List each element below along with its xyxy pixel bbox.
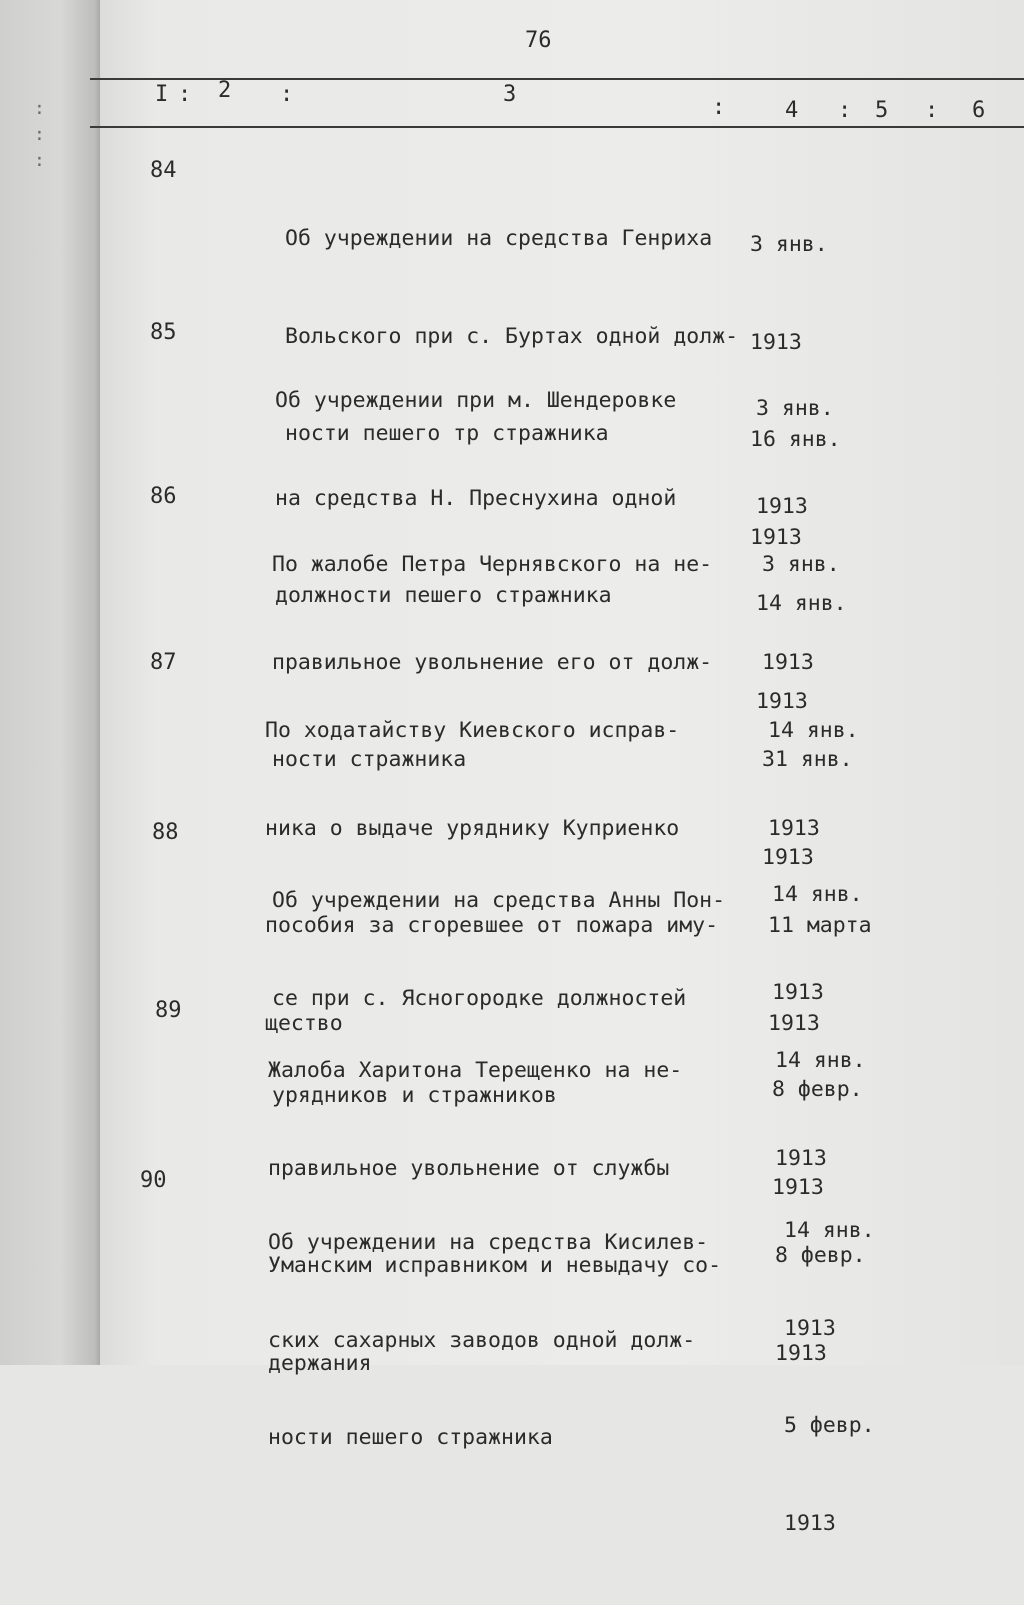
description-line: ности пешего тр стражника xyxy=(285,421,609,446)
column-header-2: 2 xyxy=(218,78,232,103)
entry-number: 85 xyxy=(150,320,177,345)
description-line: Об учреждении на средства Кисилев- xyxy=(268,1230,709,1255)
year-start: 1913 xyxy=(784,1315,836,1341)
header-rule-bottom xyxy=(90,126,1024,128)
year-end: 1913 xyxy=(784,1510,836,1536)
margin-mark: : xyxy=(34,98,45,119)
column-separator: : xyxy=(838,98,852,123)
date-end: 5 февр. xyxy=(784,1413,875,1438)
description-line: Об учреждении на средства Анны Пон- xyxy=(272,888,726,913)
column-separator: : xyxy=(178,82,192,107)
date-start: 3 янв. xyxy=(756,396,834,421)
book-spine-margin xyxy=(0,0,100,1365)
date-start: 14 янв. xyxy=(768,718,859,743)
margin-mark: : xyxy=(34,150,45,171)
date-end: 8 февр. xyxy=(772,1077,863,1102)
column-separator: : xyxy=(712,95,726,120)
description-line: По ходатайству Киевского исправ- xyxy=(265,718,680,743)
description-line: ности стражника xyxy=(272,747,467,772)
description-line: должности пешего стражника xyxy=(275,583,612,608)
year-end: 1913 xyxy=(768,1010,820,1036)
description-line: Уманским исправником и невыдачу со- xyxy=(268,1253,722,1278)
entry-dates xyxy=(784,1150,875,1605)
document-page xyxy=(100,0,1024,1536)
entry-number: 84 xyxy=(150,158,177,183)
date-start: 14 янв. xyxy=(775,1048,866,1073)
description-line: урядников и стражников xyxy=(272,1083,557,1108)
year-end: 1913 xyxy=(772,1174,824,1200)
year-start: 1913 xyxy=(762,649,814,675)
entry-description xyxy=(268,1162,708,1520)
year-start: 1913 xyxy=(768,815,820,841)
description-line: Об учреждении на средства Генриха xyxy=(285,226,713,251)
entry-number: 90 xyxy=(140,1168,167,1193)
date-start: 14 янв. xyxy=(772,882,863,907)
column-separator: : xyxy=(280,82,294,107)
entry-number: 86 xyxy=(150,484,177,509)
description-line: щество xyxy=(265,1010,343,1036)
entry-number: 87 xyxy=(150,650,177,675)
year-start: 1913 xyxy=(756,493,808,519)
date-end: 8 февр. xyxy=(775,1243,866,1268)
description-line: правильное увольнение от службы xyxy=(268,1155,670,1181)
description-line: ности пешего стражника xyxy=(268,1425,553,1450)
year-end: 1913 xyxy=(762,844,814,870)
year-start: 1913 xyxy=(772,979,824,1005)
description-line: пособия за сгоревшее от пожара иму- xyxy=(265,913,719,938)
year-end: 1913 xyxy=(775,1340,827,1366)
description-line: держания xyxy=(268,1350,372,1376)
description-line: на средства Н. Преснухина одной xyxy=(275,485,677,511)
description-line: ника о выдаче уряднику Куприенко xyxy=(265,815,680,841)
description-line: Вольского при с. Буртах одной долж- xyxy=(285,323,739,349)
date-start: 3 янв. xyxy=(750,232,828,257)
column-header-1: I xyxy=(155,82,169,107)
year-start: 1913 xyxy=(775,1145,827,1171)
entry-number: 88 xyxy=(152,820,179,845)
year-end: 1913 xyxy=(750,524,802,550)
date-start: 14 янв. xyxy=(784,1218,875,1243)
date-end: 14 янв. xyxy=(756,591,847,616)
date-start: 3 янв. xyxy=(762,552,840,577)
description-line: Жалоба Харитона Терещенко на не- xyxy=(268,1058,683,1083)
description-line: Об учреждении при м. Шендеровке xyxy=(275,388,677,413)
margin-mark: : xyxy=(34,124,45,145)
column-header-4: 4 xyxy=(785,98,799,123)
column-header-3: 3 xyxy=(503,82,517,107)
year-end: 1913 xyxy=(756,688,808,714)
column-header-6: 6 xyxy=(972,98,986,123)
column-header-5: 5 xyxy=(875,98,889,123)
date-end: 11 марта xyxy=(768,913,872,938)
column-separator: : xyxy=(925,98,939,123)
description-line: се при с. Ясногородке должностей xyxy=(272,985,687,1011)
description-line: ских сахарных заводов одной долж- xyxy=(268,1327,696,1353)
page-number: 76 xyxy=(525,28,552,53)
description-line: По жалобе Петра Чернявского на не- xyxy=(272,552,713,577)
entry-number: 89 xyxy=(155,998,182,1023)
description-line: правильное увольнение его от долж- xyxy=(272,649,713,675)
year-start: 1913 xyxy=(750,329,802,355)
date-end: 16 янв. xyxy=(750,427,841,452)
date-end: 31 янв. xyxy=(762,747,853,772)
